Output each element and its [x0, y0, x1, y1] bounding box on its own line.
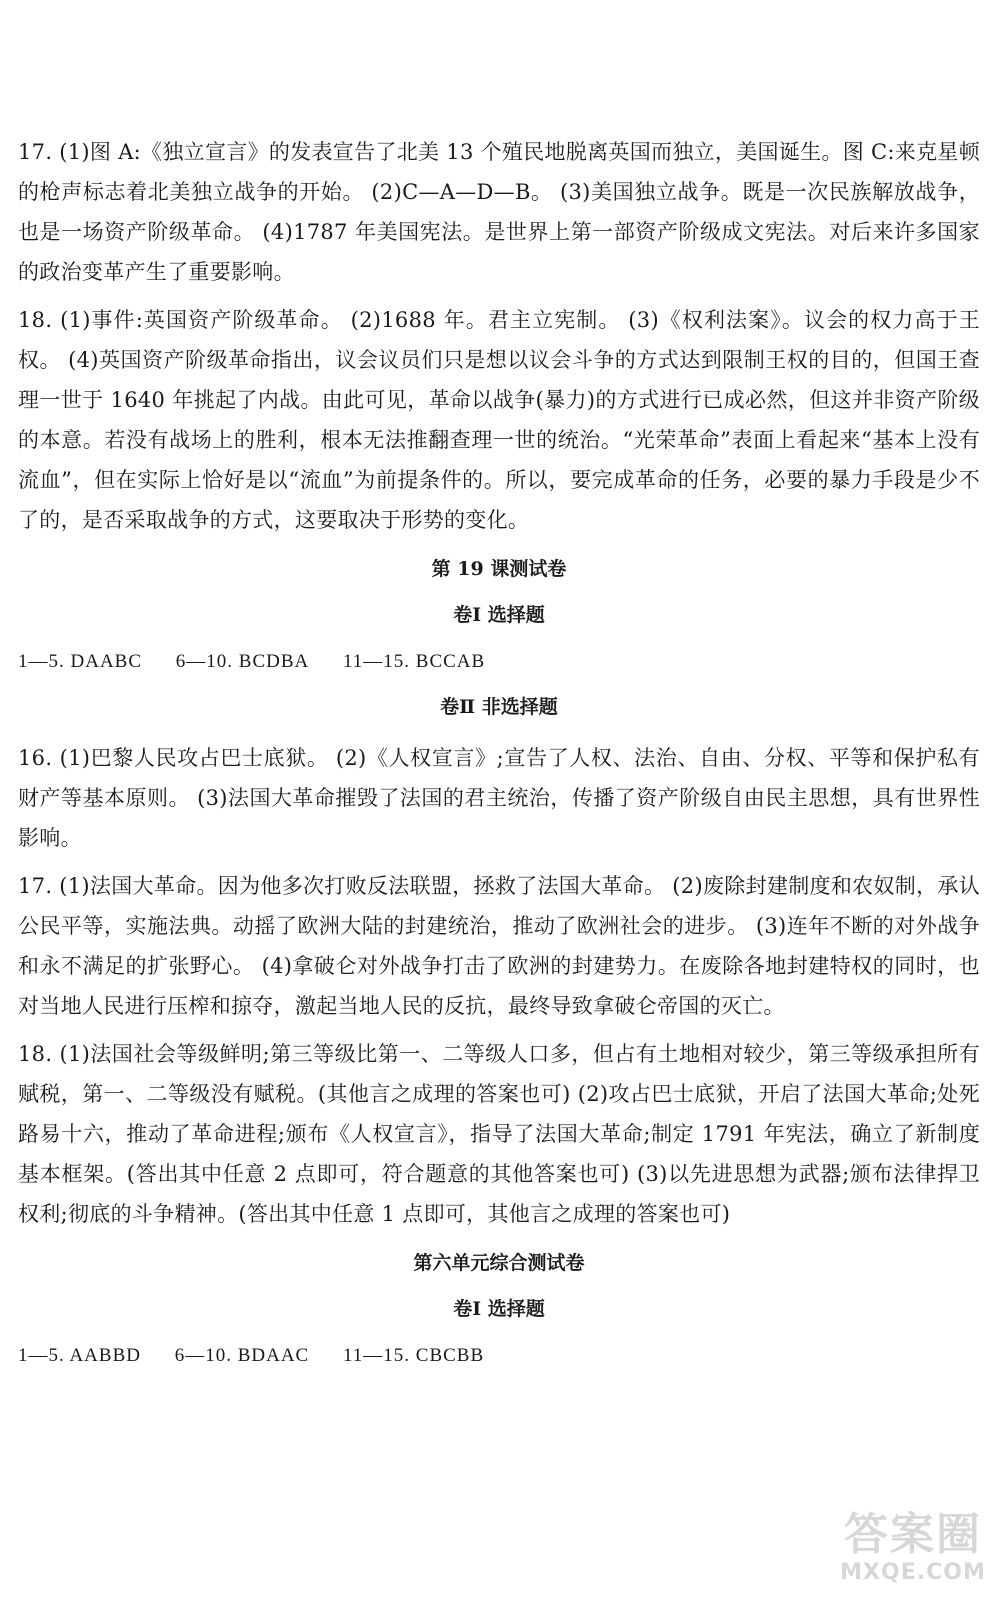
section-19-title: 第 19 课测试卷	[431, 558, 567, 580]
mcq-group: 6—10. BDAAC	[174, 1345, 310, 1366]
mcq-group: 1—5. AABBD	[18, 1345, 141, 1366]
watermark-url: MXQE.COM	[840, 1560, 986, 1585]
answer-q17-napoleon: 17. (1)法国大革命。因为他多次打败反法联盟，拯救了法国大革命。 (2)废除封建制度和农奴制，承认公民平等，实施法典。动摇了欧洲大陆的封建统治，推动了欧洲社会的进步。 (3)连年不断的对外战争和永不满足的扩张野心。 (4)拿破仑对外战争打击了欧洲的封建势力。在废除各地封建特权的同时，也对当地人民进行压榨和掠夺，激起当地人民的反抗，最终导致拿破仑帝国的灭亡。	[18, 874, 980, 1018]
answer-q16-france: 16. (1)巴黎人民攻占巴士底狱。 (2)《人权宣言》;宣告了人权、法治、自由、分权、平等和保护私有财产等基本原则。 (3)法国大革命摧毁了法国的君主统治，传播了资产阶级自由民主思想，具有世界性影响。	[18, 746, 980, 850]
mcq-group: 6—10. BCDBA	[175, 651, 310, 672]
mcq-group: 11—15. CBCBB	[342, 1345, 485, 1366]
answer-q18-uk: 18. (1)事件:英国资产阶级革命。 (2)1688 年。君主立宪制。 (3)《权利法案》。议会的权力高于王权。 (4)英国资产阶级革命指出，议会议员们只是想以议会斗争的方式达到限制王权的目的，但国王查理一世于 1640 年挑起了内战。由此可见，革命以战争(暴力)的方式进行已成必然，但这并非资产阶级的本意。若没有战场上的胜利，根本无法推翻查理一世的统治。“光荣革命”表面上看起来“基本上没有流血”，但在实际上恰好是以“流血”为前提条件的。所以，要完成革命的任务，必要的暴力手段是少不了的，是否采取战争的方式，这要取决于形势的变化。	[18, 308, 980, 532]
mcq-group: 11—15. BCCAB	[342, 651, 486, 672]
unit-6-part1-title: 卷Ⅰ 选择题	[453, 1298, 545, 1320]
unit-6-title: 第六单元综合测试卷	[413, 1252, 585, 1274]
answer-content	[18, 132, 980, 1382]
section-19-part2-title: 卷Ⅱ 非选择题	[440, 696, 558, 718]
unit-6-mcq-answers	[18, 1340, 980, 1372]
section-19-part1-title: 卷Ⅰ 选择题	[453, 604, 545, 626]
watermark-text: 答案圈	[844, 1509, 982, 1560]
answer-q18-revolution: 18. (1)法国社会等级鲜明;第三等级比第一、二等级人口多，但占有土地相对较少，第三等级承担所有赋税，第一、二等级没有赋税。(其他言之成理的答案也可) (2)攻占巴士底狱，开启了法国大革命;处死路易十六，推动了革命进程;颁布《人权宣言》，指导了法国大革命;制定 1791 年宪法，确立了新制度基本框架。(答出其中任意 2 点即可，符合题意的其他答案也可) (3)以先进思想为武器;颁布法律捍卫权利;彻底的斗争精神。(答出其中任意 1 点即可，其他言之成理的答案也可)	[18, 1042, 980, 1226]
mcq-group: 1—5. DAABC	[18, 651, 143, 672]
answer-q17-us: 17. (1)图 A:《独立宣言》的发表宣告了北美 13 个殖民地脱离英国而独立，美国诞生。图 C:来克星顿的枪声标志着北美独立战争的开始。 (2)C—A—D—B。 (3)美国独立战争。既是一次民族解放战争，也是一场资产阶级革命。 (4)1787 年美国宪法。是世界上第一部资产阶级成文宪法。对后来许多国家的政治变革产生了重要影响。	[18, 140, 980, 284]
section-19-mcq-answers	[18, 646, 980, 678]
watermark-logo	[838, 1510, 988, 1594]
